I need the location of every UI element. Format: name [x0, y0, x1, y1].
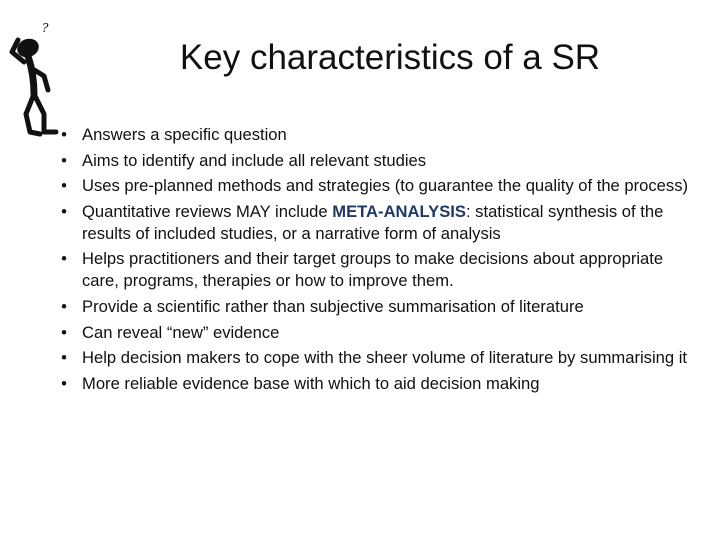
bullet-icon: • [61, 348, 67, 368]
bullet-text: More reliable evidence base with which to aid decision making [82, 373, 540, 393]
list-item [58, 296, 700, 318]
list-item [58, 322, 700, 344]
bullet-icon: • [61, 125, 67, 144]
bullet-text: Answers a specific question [82, 125, 287, 144]
list-item [58, 124, 700, 146]
bullet-text-post: : statistical synthesis of the results of included studies, or a narrative form of analysis [82, 201, 664, 243]
bullet-text: Help decision makers to cope with the sheer volume of literature by summarising it [82, 348, 688, 368]
bullet-icon: • [61, 176, 67, 196]
thinking-stick-figure-icon [4, 18, 72, 138]
svg-text:?: ? [42, 21, 49, 35]
bullet-icon: • [61, 322, 67, 342]
list-item [58, 248, 700, 292]
bullet-text: Can reveal “new” evidence [82, 322, 280, 342]
list-item [58, 175, 700, 197]
bullet-text-pre: Quantitative reviews MAY include [82, 201, 333, 221]
list-item [58, 201, 700, 245]
list-item [58, 373, 700, 395]
bullet-text: Aims to identify and include all relevant studies [82, 150, 427, 170]
meta-analysis-highlight: META-ANALYSIS [332, 201, 466, 221]
bullet-text: Helps practitioners and their target groups to make decisions about appropriate care, programs, therapies or how to improve them. [82, 249, 664, 291]
bullet-icon: • [61, 249, 67, 269]
bullet-text: Provide a scientific rather than subjective summarisation of literature [82, 296, 584, 316]
bullet-icon: • [61, 150, 67, 170]
bullet-text: Uses pre-planned methods and strategies (to guarantee the quality of the process) [82, 176, 689, 196]
bullet-icon: • [61, 296, 67, 316]
bullet-icon: • [61, 201, 67, 221]
bullet-icon: • [61, 373, 67, 393]
bullet-list [58, 124, 700, 398]
list-item [58, 347, 700, 369]
slide-title: Key characteristics of a SR [179, 38, 601, 77]
list-item [58, 150, 700, 172]
